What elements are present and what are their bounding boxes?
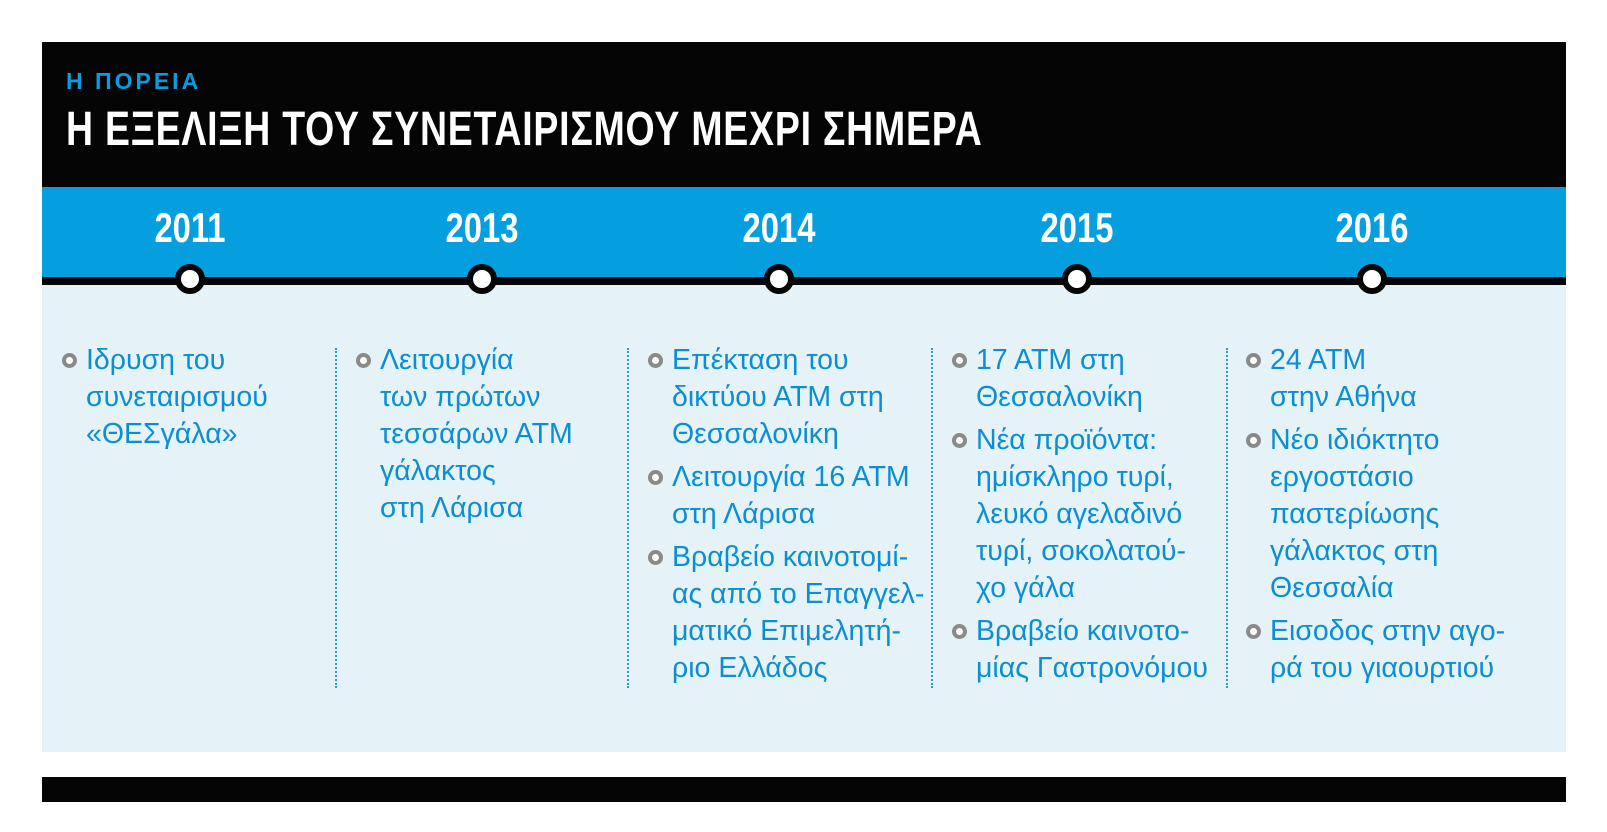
milestone-item [356,342,641,527]
milestone-text: γάλακτος [380,455,496,487]
milestone-text: Επέκταση του [672,344,849,376]
column-divider [335,348,337,688]
year-label: 2016 [1335,204,1409,251]
year-label: 2011 [154,204,226,251]
timeline-graphic [42,42,1566,802]
bullet-icon [648,353,663,368]
milestone-item [648,539,933,687]
milestone-item [952,422,1237,607]
milestone-item [952,613,1237,687]
timeline-node [764,264,794,294]
milestone-text: Λειτουργία 16 ΑΤΜ [672,461,910,493]
year-label: 2014 [742,204,816,251]
column-divider [931,348,933,688]
milestone-item [952,342,1237,416]
milestone-text: στη Λάρισα [380,492,524,524]
milestone-text: 24 ΑΤΜ [1270,344,1367,376]
year-label: 2013 [445,204,519,251]
timeline-column [1246,342,1531,693]
timeline-node [467,264,497,294]
year-label: 2015 [1040,204,1114,251]
milestone-text: μίας Γαστρονόμου [976,652,1208,684]
bullet-icon [1246,624,1261,639]
footer-bar [42,777,1566,802]
milestone-text: συνεταιρισμού [86,381,268,413]
timeline-axis [42,277,1566,285]
milestone-text: ημίσκληρο τυρί, [976,461,1174,493]
bullet-icon [62,353,77,368]
milestone-text: στη Λάρισα [672,498,816,530]
milestone-text: Εισοδος στην αγο- [1270,615,1506,647]
milestone-text: Βραβείο καινοτο- [976,615,1190,647]
milestone-item [648,459,933,533]
header-kicker: Η ΠΟΡΕΙΑ [66,68,202,94]
milestone-text: Θεσσαλονίκη [976,381,1143,413]
column-divider [627,348,629,688]
milestone-text: Νέο ιδιόκτητο [1270,424,1440,456]
milestone-text: εργοστάσιο [1270,461,1414,493]
milestone-text: λευκό αγελαδινό [976,498,1183,530]
column-divider [1226,348,1228,688]
bullet-icon [648,470,663,485]
timeline-column [62,342,347,459]
header-title: Η ΕΞΕΛΙΞΗ ΤΟΥ ΣΥΝΕΤΑΙΡΙΣΜΟΥ ΜΕΧΡΙ ΣΗΜΕΡΑ [66,103,983,156]
milestone-text: ριο Ελλάδος [672,652,828,684]
header-bar [42,42,1566,187]
bullet-icon [952,353,967,368]
milestone-text: ας από το Επαγγελ- [672,578,925,610]
bullet-icon [356,353,371,368]
bullet-icon [952,433,967,448]
milestone-item [62,342,347,453]
milestone-text: Θεσσαλία [1270,572,1394,604]
milestone-text: στην Αθήνα [1270,381,1417,413]
milestone-text: Ιδρυση του [86,344,226,376]
bullet-icon [1246,353,1261,368]
milestone-text: των πρώτων [380,381,541,413]
milestone-text: τυρί, σοκολατού- [976,535,1186,567]
timeline-column [356,342,641,533]
milestone-text: «ΘΕΣγάλα» [86,418,238,450]
bullet-icon [1246,433,1261,448]
milestone-item [1246,422,1531,607]
bullet-icon [648,550,663,565]
milestone-text: Λειτουργία [380,344,514,376]
timeline-column [952,342,1237,693]
milestone-text: Νέα προϊόντα: [976,424,1158,456]
timeline-node [1062,264,1092,294]
milestone-text: τεσσάρων ΑΤΜ [380,418,573,450]
milestone-item [1246,613,1531,687]
timeline-column [648,342,933,693]
milestone-text: χο γάλα [976,572,1075,604]
milestone-text: ρά του γιαουρτιού [1270,652,1495,684]
milestone-text: 17 ΑΤΜ στη [976,344,1125,376]
milestone-item [648,342,933,453]
milestone-item [1246,342,1531,416]
timeline-node [1357,264,1387,294]
bullet-icon [952,624,967,639]
milestone-text: γάλακτος στη [1270,535,1439,567]
milestone-text: Βραβείο καινοτομί- [672,541,909,573]
timeline-node [175,264,205,294]
milestone-text: ματικό Επιμελητή- [672,615,901,647]
milestone-text: δικτύου ΑΤΜ στη [672,381,884,413]
milestone-text: Θεσσαλονίκη [672,418,839,450]
milestone-text: παστερίωσης [1270,498,1440,530]
